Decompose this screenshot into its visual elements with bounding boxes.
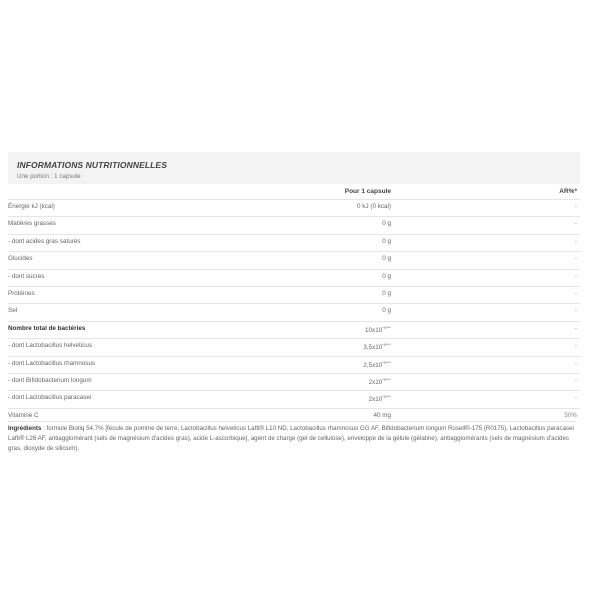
row-value-text: 0 g xyxy=(382,272,391,280)
nutrition-panel xyxy=(8,152,580,454)
row-label: - dont Lactobacillus rhamnosus xyxy=(8,359,96,367)
portion-text: Une portion : 1 capsule xyxy=(17,173,81,180)
row-value-text: 0 g xyxy=(382,289,391,297)
row-value xyxy=(363,342,391,351)
row-value-text: 0 g xyxy=(382,237,391,245)
column-ar: AR%* xyxy=(559,188,577,195)
nutrition-row xyxy=(8,216,580,233)
row-ar: - xyxy=(574,342,577,350)
column-per-capsule: Pour 1 capsule xyxy=(344,188,391,195)
row-value-text: 0 kJ (0 kcal) xyxy=(357,203,391,210)
nutrition-row xyxy=(8,286,580,303)
row-value-text: 3,5x10 xyxy=(363,344,383,352)
row-value-text: 0 g xyxy=(382,220,391,228)
ingredients-label: Ingrédients xyxy=(8,424,42,432)
column-headers xyxy=(8,184,580,199)
row-ar: - xyxy=(574,237,577,245)
row-value xyxy=(382,273,391,280)
row-value xyxy=(373,412,391,419)
nutrition-rows xyxy=(8,199,580,421)
row-value xyxy=(357,203,391,210)
row-label: - dont Lactobacillus helveticus xyxy=(8,342,93,350)
nutrition-row xyxy=(8,251,580,268)
row-value-exponent: ^9*** xyxy=(382,376,391,382)
nutrition-row xyxy=(8,303,580,320)
row-ar: - xyxy=(574,220,577,228)
row-value xyxy=(369,377,391,386)
row-ar: - xyxy=(574,272,577,280)
row-value xyxy=(382,220,391,227)
row-value-text: 2,5x10 xyxy=(363,361,383,369)
row-label: Énergie kJ (kcal) xyxy=(8,203,55,210)
row-value xyxy=(363,360,391,369)
row-ar: - xyxy=(574,359,577,367)
row-ar: - xyxy=(574,289,577,297)
row-ar: - xyxy=(574,255,577,263)
row-value-text: 2x10 xyxy=(368,379,383,386)
row-ar: 50% xyxy=(564,411,577,419)
row-value xyxy=(382,290,391,297)
row-label: Glucides xyxy=(8,255,33,263)
row-ar: - xyxy=(574,324,577,332)
row-ar: - xyxy=(574,203,577,210)
nutrition-row xyxy=(8,199,580,216)
row-ar: - xyxy=(574,394,577,402)
row-value-text: 40 mg xyxy=(373,411,391,419)
row-label: - dont Lactobacillus paracasei xyxy=(8,394,92,402)
nutrition-row xyxy=(8,338,580,355)
row-value-exponent: ^9*** xyxy=(382,324,391,330)
nutrition-title: INFORMATIONS NUTRITIONNELLES xyxy=(17,160,167,170)
row-label: Sel xyxy=(8,307,18,315)
row-value xyxy=(382,255,391,262)
row-label: Matières grasses xyxy=(8,220,56,228)
row-label: Protéines xyxy=(8,289,35,297)
nutrition-row xyxy=(8,373,580,390)
row-label: Nombre total de bactéries xyxy=(8,324,86,332)
nutrition-row xyxy=(8,390,580,407)
ingredients-body: : formule Biotiq 54,7% [fécule de pomme de terre, Lactobacillus helveticus Lafti® L10 ND, Lactobacillus rhamnosus GG AF, Bifidobacterium longum Rosell®-175 (R0175), Lactobacillus paracasei Lafti® L26 AF, antiagglomérant (sels de magnésium d'acides gras), acide L-ascorbique], agent de charge (gel de cellulose), enveloppe de la gélule (gélatine), antiagglomérants (sels de magnésium d'acides gras, dioxyde de silicium). xyxy=(8,424,574,452)
row-value xyxy=(369,394,391,403)
nutrition-row xyxy=(8,408,580,421)
row-ar: - xyxy=(574,307,577,315)
row-value-exponent: ^9*** xyxy=(382,359,391,365)
nutrition-row xyxy=(8,356,580,373)
ingredients-text xyxy=(8,421,576,454)
row-label: Vitamine C xyxy=(8,411,39,419)
row-value-exponent: ^9*** xyxy=(382,394,391,400)
row-value-text: 2x10 xyxy=(368,396,383,404)
row-ar: - xyxy=(574,376,577,384)
row-label: - dont Bifidobacterium longum xyxy=(8,376,92,384)
row-value-text: 0 g xyxy=(382,255,391,263)
nutrition-header xyxy=(8,152,580,184)
row-value xyxy=(365,325,391,334)
row-value xyxy=(382,307,391,314)
nutrition-row xyxy=(8,234,580,251)
nutrition-row xyxy=(8,321,580,338)
nutrition-row xyxy=(8,269,580,286)
row-value-exponent: ^9*** xyxy=(382,342,391,348)
row-label: - dont acides gras saturés xyxy=(8,237,81,245)
row-label: - dont sucres xyxy=(8,272,45,280)
row-value-text: 0 g xyxy=(382,307,391,315)
row-value xyxy=(382,238,391,245)
row-value-text: 10x10 xyxy=(365,326,383,334)
